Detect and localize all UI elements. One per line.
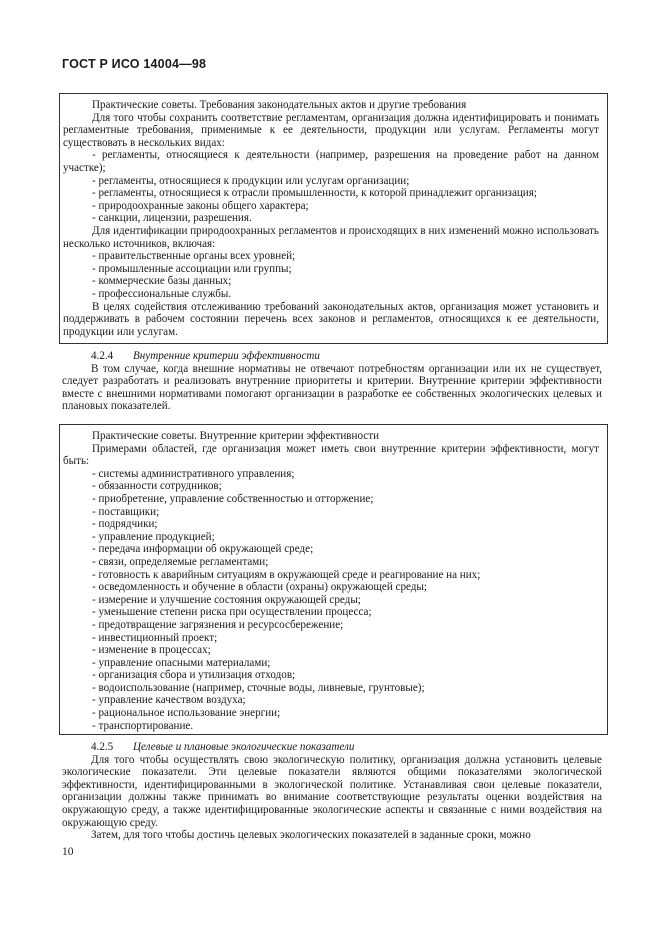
list-item: - профессиональные службы. [92,287,232,300]
section-body: Для того чтобы осуществлять свою экологическую политику, организация должна установить целевые экологические показатели. Эти целевые показатели являются общими показателями экологической эффективности, идентифицированными в экологической политике. Устанавливая свои целевые показатели, организации должны также принимать во внимание соответствующие результаты оценки воздействия на окружающую среду, а также идентифицированные экологические аспекты и связанные с ними воздействия на окружающую среду. [62,753,602,829]
box-closing: В целях содействия отслеживанию требований законодательных актов, организация может установить и поддерживать в рабочем состоянии перечень всех законов и регламентов, относящихся к ее деятельности, продукции или услугам. [63,300,599,338]
list-item: - инвестиционный проект; [92,631,218,644]
box-intro: Для того чтобы сохранить соответствие регламентам, организация должна идентифицировать и понимать регламентные требования, применимые к ее деятельности, продукции или услугам. Регламенты могут существовать в нескольких видах: [63,111,599,149]
list-item: - приобретение, управление собственностью и отторжение; [92,492,374,505]
practical-advice-box-legal [59,93,608,344]
box-heading: Практические советы. Требования законодательных актов и другие требования [92,99,467,111]
list-item: - управление продукцией; [92,530,215,543]
list-item: - регламенты, относящиеся к отрасли промышленности, к которой принадлежит организация; [92,187,537,200]
section-number: 4.2.4 [91,350,114,362]
list-item: - коммерческие базы данных; [92,275,232,288]
list-item: - подрядчики; [92,518,158,531]
section-title: Внутренние критерии эффективности [133,350,320,362]
list-item: - осведомленность и обучение в области (охраны) окружающей среды; [92,581,427,594]
list-item: - уменьшение степени риска при осуществлении процесса; [92,606,372,619]
list-item: - предотвращение загрязнения и ресурсосбережение; [92,618,344,631]
list-item: - рациональное использование энергии; [92,707,281,720]
practical-advice-box-internal-criteria [59,424,608,735]
section-heading [91,350,602,363]
section-title: Целевые и плановые экологические показатели [133,741,355,753]
document-header: ГОСТ Р ИСО 14004—98 [62,57,207,71]
list-item: - управление качеством воздуха; [92,694,246,707]
list-item: - природоохранные законы общего характера; [92,199,309,212]
section-4-2-5 [62,741,602,842]
list-item: - регламенты, относящиеся к деятельности (например, разрешения на проведение работ на данном участке); [63,149,599,174]
list-item: - измерение и улучшение состояния окружающей среды; [92,593,361,606]
list-item: - правительственные органы всех уровней; [92,250,296,263]
section-continuation: Затем, для того чтобы достичь целевых экологических показателей в заданные сроки, можно [91,829,531,842]
section-body: В том случае, когда внешние нормативы не отвечают потребностям организации или их не существует, следует разработать и реализовать внутренние приоритеты и критерии. Внутренние критерии эффективности вместе с внешними нормативами помогают организации в разработке ее собственных экологических целевых и плановых показателей. [62,362,602,413]
list-item: - управление опасными материалами; [92,656,271,669]
list-item: - водоиспользование (например, сточные воды, ливневые, грунтовые); [92,681,425,694]
section-number: 4.2.5 [91,741,114,753]
section-4-2-4 [62,350,602,413]
list-item: - системы административного управления; [92,467,295,480]
list-item: - поставщики; [92,505,160,518]
page-number: 10 [62,846,74,858]
box-heading: Практические советы. Внутренние критерии эффективности [92,430,380,442]
list-item: - готовность к аварийным ситуациям в окружающей среде и реагирование на них; [92,568,481,581]
box-intro: Примерами областей, где организация может иметь свои внутренние критерии эффективности, могут быть: [63,442,599,468]
list-item: - промышленные ассоциации или группы; [92,262,292,275]
list-item: - обязанности сотрудников; [92,480,222,493]
list-item: - санкции, лицензии, разрешения. [92,212,252,225]
list-item: - связи, определяемые регламентами; [92,555,269,568]
sources-intro: Для идентификации природоохранных регламентов и происходящих в них изменений можно использовать несколько источников, включая: [63,224,599,250]
list-item: - организация сбора и утилизация отходов; [92,669,296,682]
list-item: - передача информации об окружающей среде; [92,543,314,556]
list-item: - регламенты, относящиеся к продукции или услугам организации; [92,174,410,187]
section-heading [91,741,602,754]
list-item: - транспортирование. [92,719,194,732]
list-item: - изменение в процессах; [92,644,211,657]
